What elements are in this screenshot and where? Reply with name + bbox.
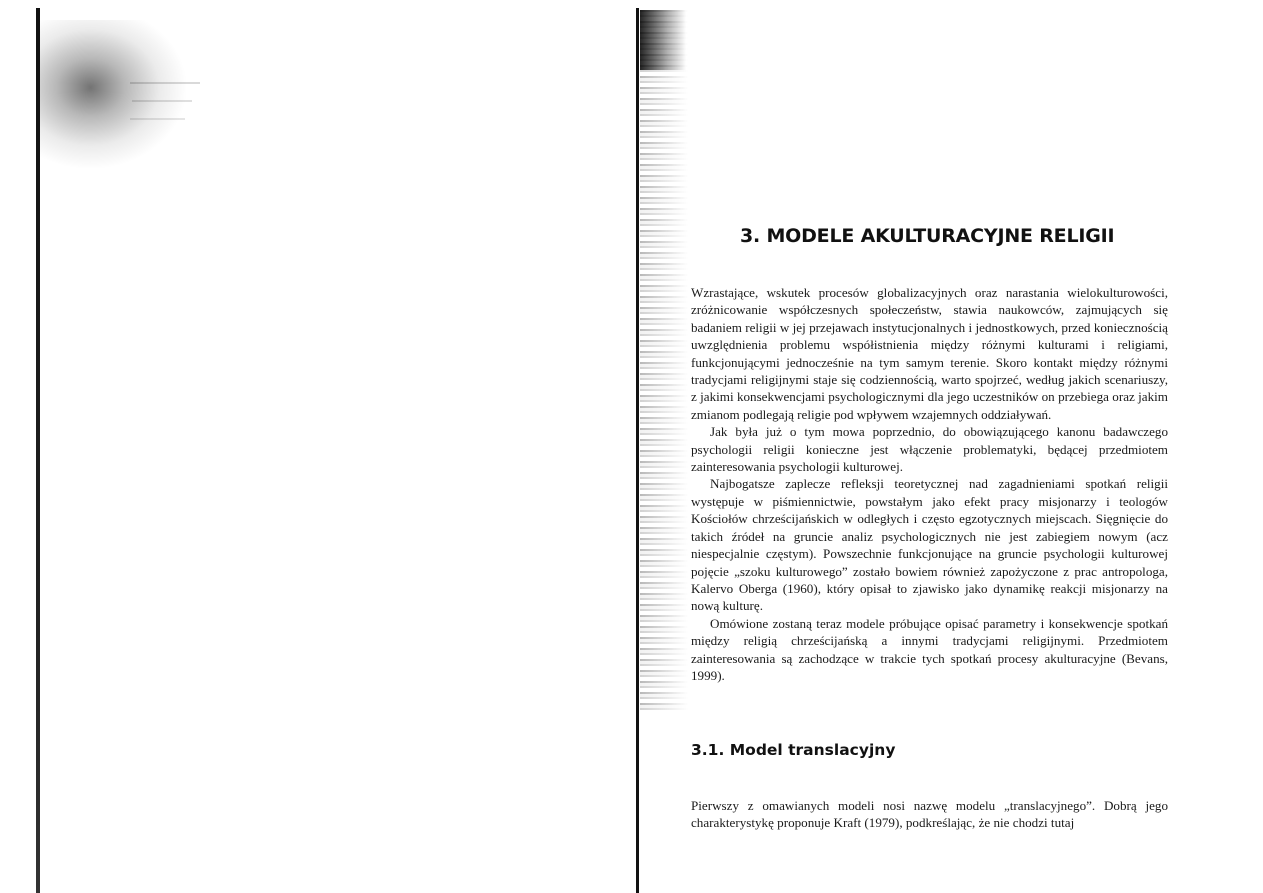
scan-speckle	[130, 118, 185, 120]
paragraph: Omówione zostaną teraz modele próbujące opisać parametry i konsekwencje spotkań między religią chrześcijańską a innymi tradycjami religijnymi. Przedmiotem zainteresowania są zachodzące w trakcie tych spotkań procesy akulturacyjne (Bevans, 1999).	[691, 615, 1168, 683]
paragraph: Pierwszy z omawianych modeli nosi nazwę modelu „translacyjnego”. Dobrą jego charakterystykę proponuje Kraft (1979), podkreślając, że nie chodzi tutaj	[691, 798, 1168, 831]
chapter-title: 3. MODELE AKULTURACYJNE RELIGII	[740, 225, 1115, 247]
left-binding-edge	[36, 8, 40, 893]
chapter-intro-text	[691, 284, 1168, 684]
scan-smudge	[38, 20, 188, 170]
section-text	[691, 797, 1168, 832]
paragraph: Jak była już o tym mowa poprzednio, do obowiązującego kanonu badawczego psychologii religii konieczne jest włączenie problematyki, będącej przedmiotem zainteresowania psychologii kulturowej.	[691, 424, 1168, 475]
section-title: 3.1. Model translacyjny	[691, 741, 896, 759]
gutter-shadow	[636, 8, 639, 893]
paragraph: Najbogatsze zaplecze refleksji teoretycznej nad zagadnieniami spotkań religii występuje w piśmiennictwie, powstałym jako efekt pracy misjonarzy i teologów Kościołów chrześcijańskich w odległych i często egzotycznych miejscach. Sięgnięcie do takich źródeł na gruncie analiz psychologicznych nie jest zabiegiem nowym (acz niespecjalnie częstym). Powszechnie funkcjonujące na gruncie psychologii kulturowej pojęcie „szoku kulturowego” zostało bowiem również zapożyczone z prac antropologa, Kalervo Oberga (1960), który opisał to zjawisko jako dynamikę reakcji misjonarzy na nową kulturę.	[691, 476, 1168, 614]
scan-speckle	[130, 82, 200, 84]
gutter-scan-noise	[640, 10, 688, 710]
paragraph: Wzrastające, wskutek procesów globalizacyjnych oraz narastania wielokulturowości, zróżnicowanie współczesnych społeczeństw, stawia naukowców, zajmujących się badaniem religii w jej przejawach instytucjonalnych i jednostkowych, przed koniecznością uwzględnienia problemu współistnienia między różnymi kulturami i religiami, funkcjonującymi jednocześnie na tym samym terenie. Skoro kontakt między różnymi tradycjami religijnymi staje się codziennością, warto spojrzeć, według jakich scenariuszy, z jakimi konsekwencjami psychologicznymi dla jego uczestników on przebiega oraz jakim zmianom podlegają religie pod wpływem wzajemnych oddziaływań.	[691, 285, 1168, 422]
scan-speckle	[132, 100, 192, 102]
